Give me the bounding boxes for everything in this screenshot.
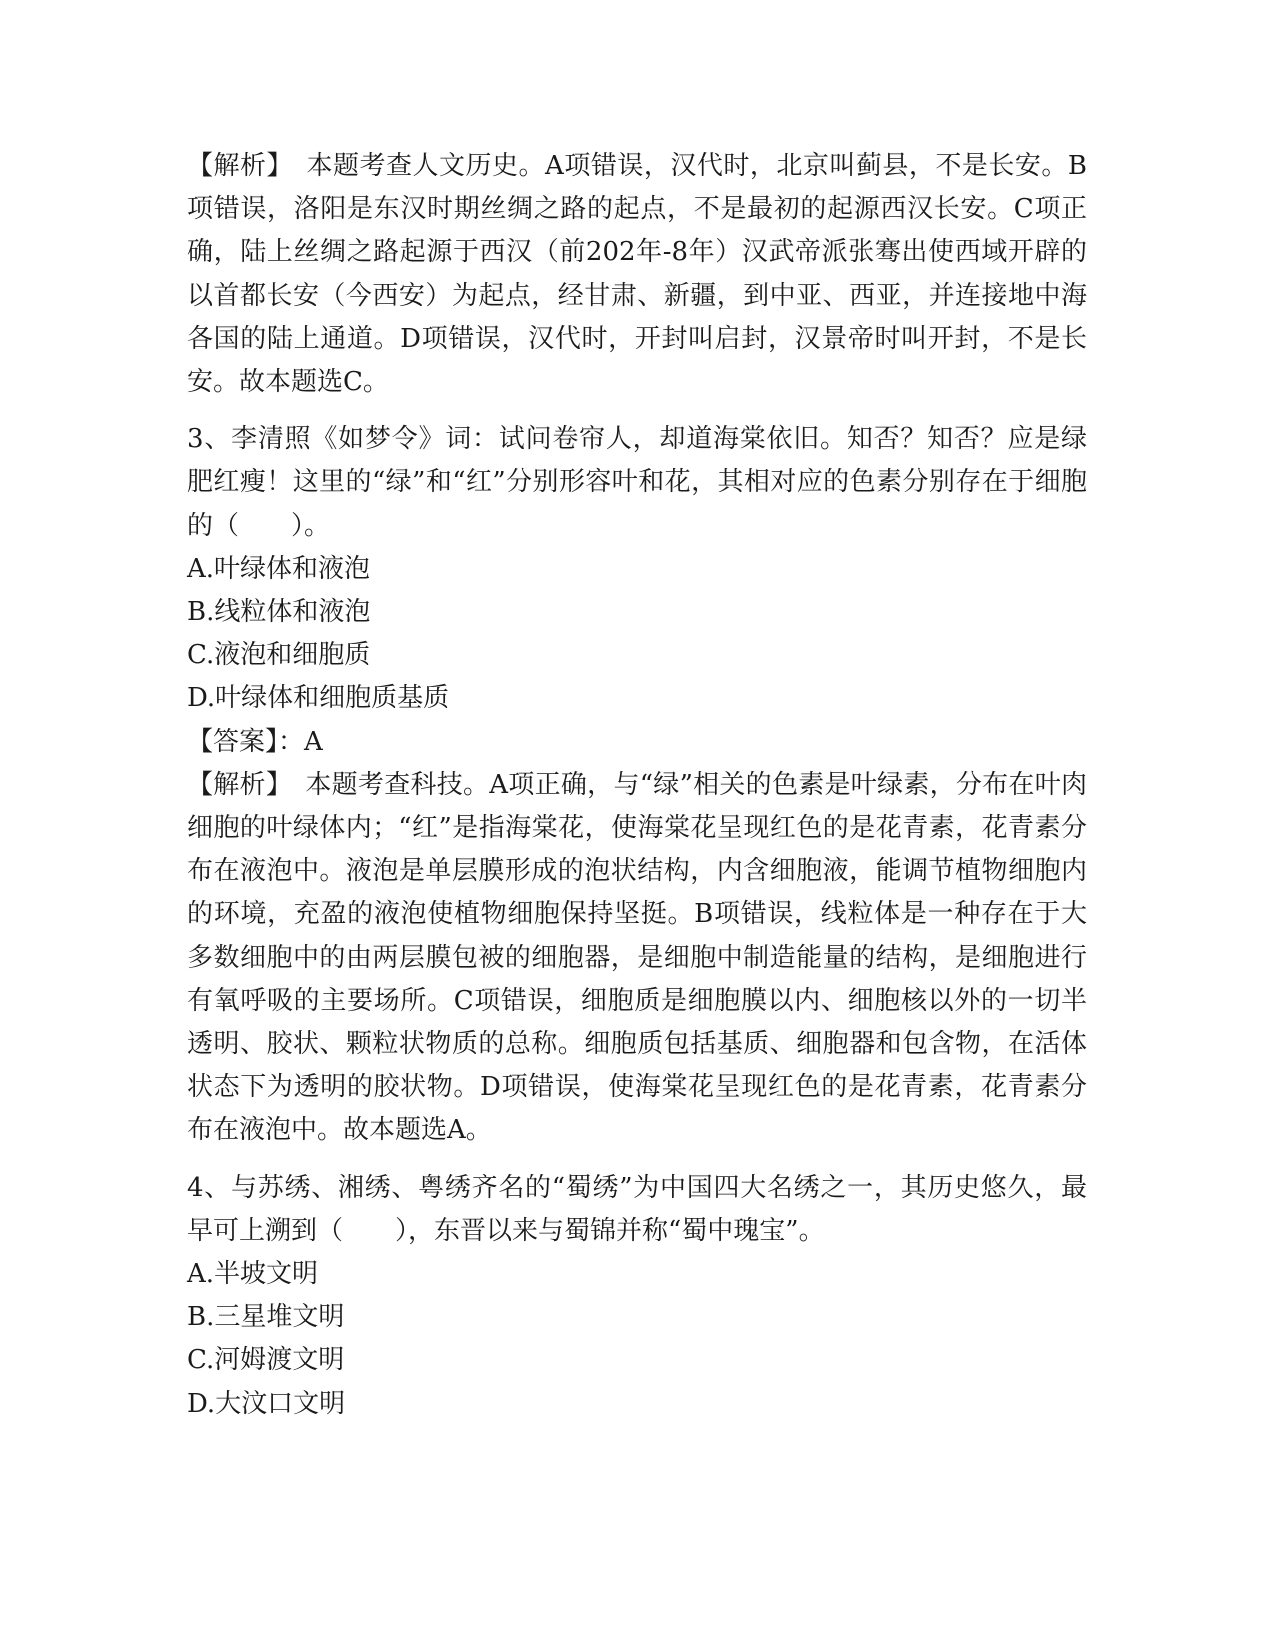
q3-option-d: D.叶绿体和细胞质基质 (187, 683, 450, 714)
document-page (187, 145, 1087, 1426)
question-4: 4、与苏绣、湘绣、粤绣齐名的“蜀绣”为中国四大名绣之一，其历史悠久，最早可上溯到（ ），东晋以来与蜀锦并称“蜀中瑰宝”。 (187, 1172, 1087, 1246)
analysis-q2: 【解析】 本题考查人文历史。A项错误，汉代时，北京叫蓟县，不是长安。B项错误，洛阳是东汉时期丝绸之路的起点，不是最初的起源西汉长安。C项正确，陆上丝绸之路起源于西汉（前202年-8年）汉武帝派张骞出使西域开辟的以首都长安（今西安）为起点，经甘肃、新疆，到中亚、西亚，并连接地中海各国的陆上通道。D项错误，汉代时，开封叫启封，汉景帝时叫开封，不是长安。故本题选C。 (187, 151, 1087, 398)
q3-answer: 【答案】：A (187, 726, 323, 757)
q4-option-d: D.大汶口文明 (187, 1388, 346, 1419)
q4-option-b: B.三星堆文明 (187, 1302, 345, 1333)
spacer (187, 404, 1087, 418)
q4-option-c: C.河姆渡文明 (187, 1345, 345, 1376)
q3-option-a: A.叶绿体和液泡 (187, 553, 371, 584)
q4-option-a: A.半坡文明 (187, 1259, 319, 1290)
q3-option-b: B.线粒体和液泡 (187, 597, 371, 628)
analysis-q3: 【解析】 本题考查科技。A项正确，与“绿”相关的色素是叶绿素，分布在叶肉细胞的叶绿体内；“红”是指海棠花，使海棠花呈现红色的是花青素，花青素分布在液泡中。液泡是单层膜形成的泡状结构，内含细胞液，能调节植物细胞内的环境，充盈的液泡使植物细胞保持坚挺。B项错误，线粒体是一种存在于大多数细胞中的由两层膜包被的细胞器，是细胞中制造能量的结构，是细胞进行有氧呼吸的主要场所。C项错误，细胞质是细胞膜以内、细胞核以外的一切半透明、胶状、颗粒状物质的总称。细胞质包括基质、细胞器和包含物，在活体状态下为透明的胶状物。D项错误，使海棠花呈现红色的是花青素，花青素分布在液泡中。故本题选A。 (187, 769, 1087, 1146)
spacer (187, 1153, 1087, 1167)
q3-option-c: C.液泡和细胞质 (187, 640, 371, 671)
question-3: 3、李清照《如梦令》词：试问卷帘人，却道海棠依旧。知否？知否？应是绿肥红瘦！这里的“绿”和“红”分别形容叶和花，其相对应的色素分别存在于细胞的（ ）。 (187, 424, 1087, 541)
